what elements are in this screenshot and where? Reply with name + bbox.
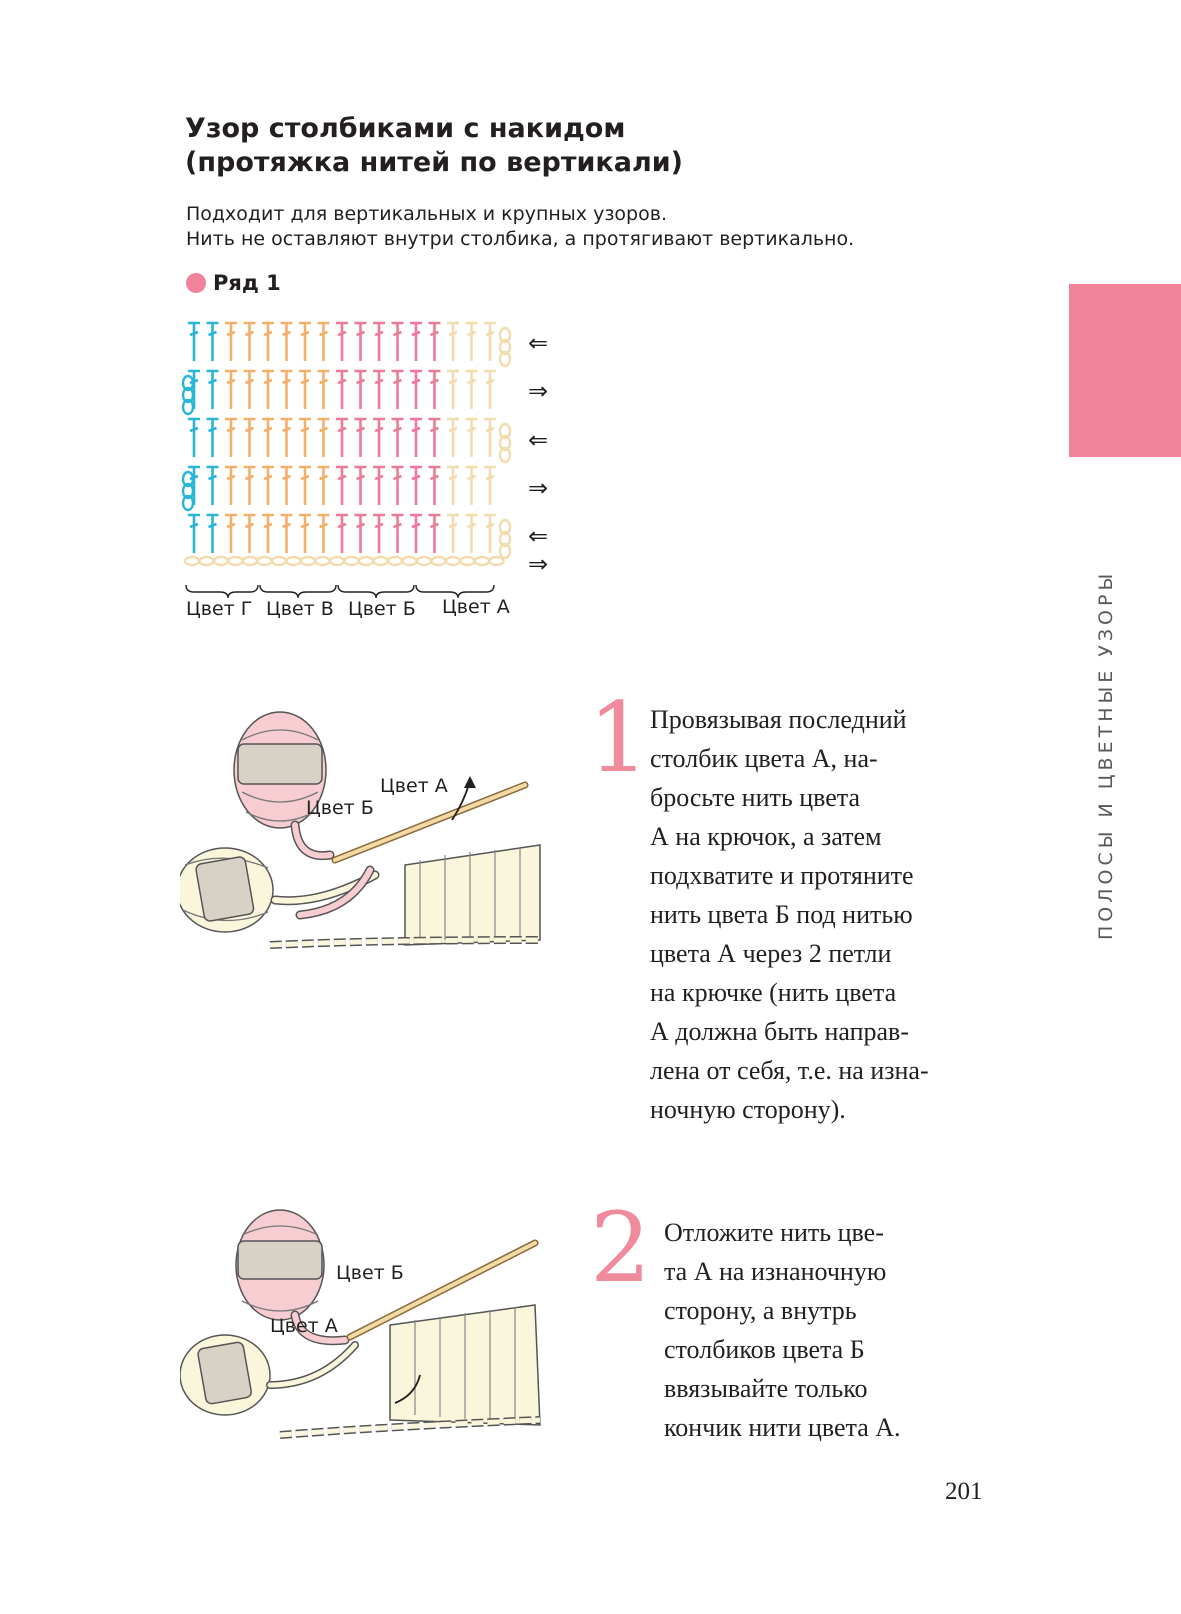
chart-row-arrows	[528, 329, 548, 578]
stitch-symbol	[392, 515, 404, 553]
foundation-chain-loop	[229, 557, 243, 565]
yarn-ball-cream	[180, 848, 273, 932]
stitch-symbol	[355, 371, 367, 409]
foundation-chain-loop	[272, 557, 286, 565]
label-color-b: Цвет Б	[336, 1262, 404, 1284]
stitch-symbol	[447, 467, 459, 505]
stitch-symbol	[262, 467, 274, 505]
foundation-chain-loop	[403, 557, 417, 565]
foundation-chain-loop	[461, 557, 475, 565]
chapter-tab	[1069, 284, 1181, 457]
foundation-chain-loop	[490, 557, 504, 565]
stitch-symbol	[410, 323, 422, 361]
row-label	[186, 270, 281, 296]
foundation-chain-loop	[475, 557, 489, 565]
step-1-line: А должна быть направ-	[650, 1017, 909, 1046]
crochet-chart	[180, 320, 560, 620]
stitch-symbol	[281, 323, 293, 361]
stitch-symbol	[262, 515, 274, 553]
stitch-symbol	[336, 371, 348, 409]
step-1-line: цвета А через 2 петли	[650, 939, 892, 968]
title-line-2: (протяжка нитей по вертикали)	[185, 147, 683, 178]
stitch-symbol	[299, 467, 311, 505]
foundation-chain-loop	[185, 557, 199, 565]
stitch-symbol	[188, 515, 200, 553]
foundation-chain-loop	[432, 557, 446, 565]
foundation-chain-loop	[301, 557, 315, 565]
step-2-line: сторону, а внутрь	[664, 1296, 857, 1325]
subtitle-line-2: Нить не оставляют внутри столбика, а протягивают вертикально.	[186, 228, 855, 250]
stitch-symbol	[466, 515, 478, 553]
stitch-symbol	[244, 323, 256, 361]
stitch-symbol	[392, 467, 404, 505]
stitch-symbol	[429, 467, 441, 505]
step-1-number: 1	[588, 682, 650, 794]
foundation-chain-loop	[316, 557, 330, 565]
stitch-symbol	[392, 323, 404, 361]
stitch-symbol	[429, 419, 441, 457]
stitch-symbol	[225, 323, 237, 361]
stitch-symbol	[466, 371, 478, 409]
stitch-symbol	[373, 467, 385, 505]
row-arrow: ⇒	[528, 377, 549, 405]
step-2-line: ввязывайте только	[664, 1374, 868, 1403]
row-arrow: ⇒	[528, 550, 549, 578]
row-arrow: ⇐	[528, 426, 549, 454]
stitch-symbol	[318, 371, 330, 409]
step-1-line: подхватите и протяните	[650, 861, 914, 890]
stitch-symbol	[429, 323, 441, 361]
step-1-text	[650, 700, 929, 1129]
stitch-symbol	[466, 419, 478, 457]
stitch-symbol	[484, 467, 496, 505]
stitch-symbol	[355, 467, 367, 505]
step-1-line: нить цвета Б под нитью	[650, 900, 913, 929]
step-1-line: бросьте нить цвета	[650, 783, 861, 812]
step-1-line: столбик цвета А, на-	[650, 744, 878, 773]
stitch-symbol	[225, 371, 237, 409]
stitch-symbol	[244, 371, 256, 409]
foundation-chain-loop	[374, 557, 388, 565]
step1-illustration	[180, 700, 570, 1000]
foundation-chain-loop	[388, 557, 402, 565]
step-2-line: столбиков цвета Б	[664, 1335, 865, 1364]
stitch-symbol	[207, 323, 219, 361]
stitch-symbol	[392, 419, 404, 457]
stitch-symbol	[447, 323, 459, 361]
stitch-symbol	[410, 419, 422, 457]
step-2-line: кончик нити цвета А.	[664, 1413, 901, 1442]
stitch-symbol	[299, 515, 311, 553]
step-1-line: лена от себя, т.е. на изна-	[650, 1056, 929, 1085]
stitch-symbol	[429, 515, 441, 553]
stitch-symbol	[299, 371, 311, 409]
stitch-symbol	[355, 323, 367, 361]
foundation-chain-loop	[446, 557, 460, 565]
stitch-symbol	[410, 371, 422, 409]
stitch-symbol	[392, 371, 404, 409]
yarn-ball-pink	[236, 1210, 324, 1320]
stitch-symbol	[373, 515, 385, 553]
stitch-symbol	[373, 323, 385, 361]
stitch-symbol	[281, 515, 293, 553]
row-arrow: ⇒	[528, 474, 549, 502]
stitch-symbol	[466, 323, 478, 361]
step-1-line: Провязывая последний	[650, 705, 907, 734]
stitch-symbol	[484, 419, 496, 457]
stitch-symbol	[225, 467, 237, 505]
foundation-chain-loop	[359, 557, 373, 565]
stitch-symbol	[447, 419, 459, 457]
step-2-text	[664, 1213, 901, 1447]
stitch-symbol	[410, 467, 422, 505]
stitch-symbol	[484, 371, 496, 409]
stitch-symbol	[410, 515, 422, 553]
stitch-symbol	[262, 371, 274, 409]
stitch-symbol	[225, 419, 237, 457]
label-color-a: Цвет А	[270, 1315, 338, 1337]
stitch-symbol	[336, 467, 348, 505]
stitch-symbol	[225, 515, 237, 553]
foundation-chain-loop	[417, 557, 431, 565]
row-arrow: ⇐	[528, 522, 549, 550]
step-1-line: ночную сторону).	[650, 1095, 846, 1124]
foundation-chain-loop	[258, 557, 272, 565]
row-label-text: Ряд 1	[213, 271, 281, 295]
stitch-symbol	[262, 323, 274, 361]
color-label-a: Цвет А	[442, 596, 510, 618]
label-color-b: Цвет Б	[306, 797, 374, 819]
stitch-symbol	[318, 467, 330, 505]
foundation-chain-loop	[345, 557, 359, 565]
page-title	[185, 112, 683, 180]
stitch-symbol	[299, 419, 311, 457]
stitch-symbol	[373, 419, 385, 457]
foundation-chain-loop	[200, 557, 214, 565]
foundation-chain-loop	[287, 557, 301, 565]
stitch-symbol	[336, 323, 348, 361]
stitch-symbol	[262, 419, 274, 457]
stitch-symbol	[244, 467, 256, 505]
step-2-line: Отложите нить цве-	[664, 1218, 884, 1247]
step-1-line: на крючке (нить цвета	[650, 978, 897, 1007]
foundation-chain-loop	[243, 557, 257, 565]
stitch-symbol	[447, 371, 459, 409]
stitch-symbol	[318, 515, 330, 553]
bullet-dot-icon	[186, 273, 206, 293]
color-label-v: Цвет В	[266, 598, 334, 620]
stitch-symbol	[281, 371, 293, 409]
stitch-symbol	[336, 419, 348, 457]
chart-stitches	[183, 323, 510, 565]
stitch-symbol	[188, 323, 200, 361]
foundation-chain-loop	[214, 557, 228, 565]
stitch-symbol	[207, 419, 219, 457]
page-subtitle	[186, 202, 854, 252]
stitch-symbol	[207, 371, 219, 409]
page-number: 201	[945, 1478, 983, 1505]
step-1-line: А на крючок, а затем	[650, 822, 882, 851]
stitch-symbol	[373, 371, 385, 409]
subtitle-line-1: Подходит для вертикальных и крупных узоров.	[186, 203, 667, 225]
stitch-symbol	[244, 419, 256, 457]
foundation-chain-loop	[330, 557, 344, 565]
stitch-symbol	[336, 515, 348, 553]
stitch-symbol	[281, 467, 293, 505]
stitch-symbol	[447, 515, 459, 553]
stitch-symbol	[355, 515, 367, 553]
stitch-symbol	[484, 515, 496, 553]
stitch-symbol	[281, 419, 293, 457]
stitch-symbol	[484, 323, 496, 361]
stitch-symbol	[188, 419, 200, 457]
chapter-label: ПОЛОСЫ И ЦВЕТНЫЕ УЗОРЫ	[1095, 569, 1117, 940]
step-2-line: та А на изнаночную	[664, 1257, 887, 1286]
stitch-symbol	[466, 467, 478, 505]
step-2-number: 2	[590, 1192, 652, 1304]
color-label-g: Цвет Г	[186, 598, 253, 620]
stitch-symbol	[318, 419, 330, 457]
label-color-a: Цвет А	[380, 775, 448, 797]
title-line-1: Узор столбиками с накидом	[185, 113, 626, 144]
stitch-symbol	[207, 515, 219, 553]
stitch-symbol	[207, 467, 219, 505]
stitch-symbol	[355, 419, 367, 457]
stitch-symbol	[318, 323, 330, 361]
color-label-b: Цвет Б	[348, 598, 416, 620]
step2-illustration	[180, 1205, 570, 1475]
yarn-ball-cream	[180, 1335, 270, 1415]
stitch-symbol	[429, 371, 441, 409]
row-arrow: ⇐	[528, 329, 549, 357]
stitch-symbol	[299, 323, 311, 361]
stitch-symbol	[244, 515, 256, 553]
